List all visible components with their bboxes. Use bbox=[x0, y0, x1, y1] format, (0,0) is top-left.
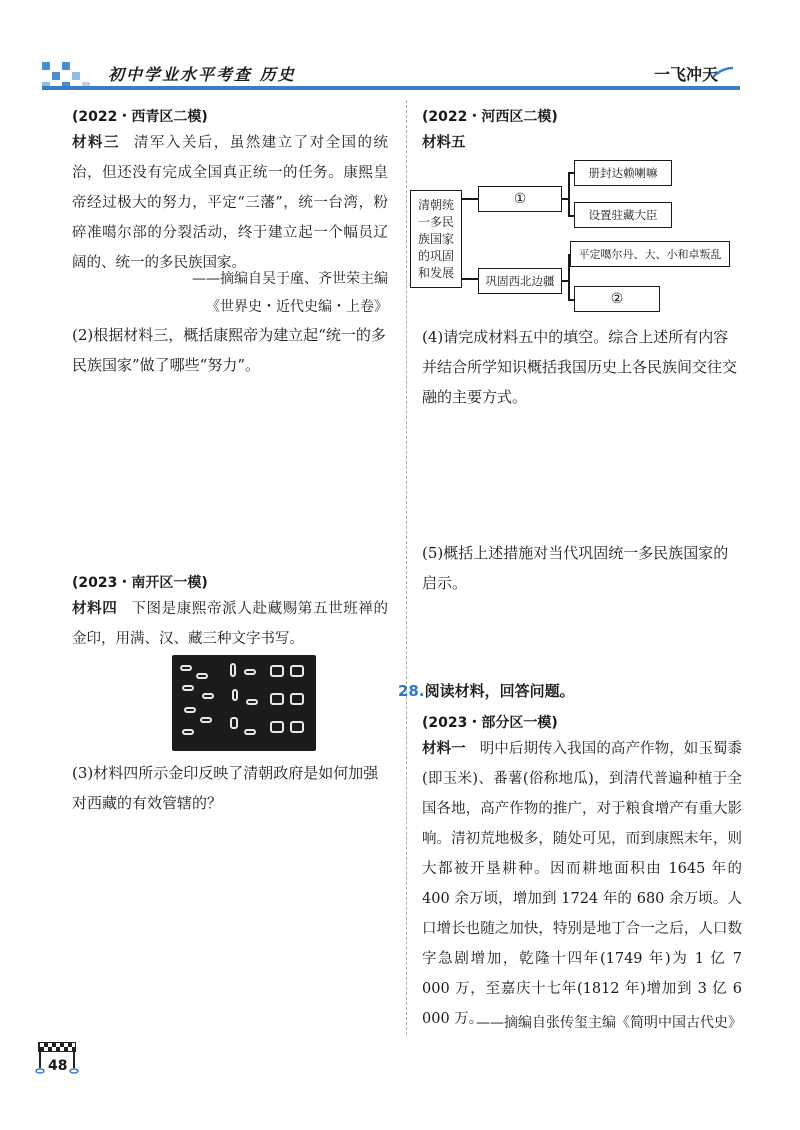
question-28-text: 阅读材料，回答问题。 bbox=[424, 682, 575, 700]
diagram-branch-northwest: 巩固西北边疆 bbox=[478, 268, 562, 294]
header-brand: 一飞冲天 bbox=[654, 65, 719, 84]
material-one bbox=[422, 734, 742, 1034]
diagram-main-box: 清朝统一多民族国家的巩固和发展 bbox=[410, 190, 462, 288]
column-divider bbox=[406, 100, 407, 1035]
header-bar bbox=[42, 86, 740, 90]
citation-book: 《世界史・近代史编・上卷》 bbox=[206, 299, 388, 315]
material-four bbox=[72, 594, 388, 654]
material-label: 材料四 bbox=[72, 601, 118, 617]
material-text: 下图是康熙帝派人赴藏赐第五世班禅的金印，用满、汉、藏三种文字书写。 bbox=[72, 601, 389, 647]
header-title: 初中学业水平考查 历史 bbox=[108, 65, 296, 84]
brand-swoosh-icon bbox=[712, 66, 734, 80]
source-label: (2022・河西区二模) bbox=[422, 109, 558, 125]
material-three bbox=[72, 128, 388, 278]
golden-seal-image bbox=[172, 655, 316, 751]
seal-tibetan-script bbox=[226, 663, 264, 743]
question-number: 28. bbox=[398, 682, 425, 700]
diagram-leaf-galdan: 平定噶尔丹、大、小和卓叛乱 bbox=[570, 241, 730, 267]
diagram-leaf-minister: 设置驻藏大臣 bbox=[574, 202, 672, 228]
material-label: 材料五 bbox=[422, 135, 466, 151]
diagram-blank-2: ② bbox=[574, 286, 660, 312]
diagram-leaf-dalai: 册封达赖喇嘛 bbox=[574, 160, 672, 186]
page-header bbox=[0, 0, 800, 100]
citation: ——摘编自张传玺主编《简明中国古代史》 bbox=[476, 1015, 742, 1031]
citation-author: ——摘编自吴于廑、齐世荣主编 bbox=[192, 271, 388, 287]
source-label: (2023・南开区一模) bbox=[72, 575, 208, 591]
source-label: (2023・部分区一模) bbox=[422, 715, 558, 731]
question-4: (4)请完成材料五中的填空。综合上述所有内容并结合所学知识概括我国历史上各民族间交往交融的主要方式。 bbox=[422, 328, 738, 406]
material-text: 清军入关后，虽然建立了对全国的统治，但还没有完成全国真正统一的任务。康熙皇帝经过极大的努力，平定“三藩”，统一台湾，粉碎准噶尔部的分裂活动，终于建立起一个幅员辽阔的、统一的多民族国家。 bbox=[72, 135, 389, 271]
seal-chinese-script bbox=[268, 663, 312, 743]
source-label: (2022・西青区二模) bbox=[72, 109, 208, 125]
material-text: 明中后期传入我国的高产作物，如玉蜀黍(即玉米)、番薯(俗称地瓜)，到清代普遍种植于全国各地，高产作物的推广，对于粮食增产有重大影响。清初荒地极多，随处可见，而到康熙末年，则大都被开垦耕种。因而耕地面积由 1645 年的 400 余万顷，增加到 1724 年的 680 余万顷。人口增长也随之加快，特别是地丁合一之后，人口数字急剧增加，乾隆十四年(1749 年)为 1 亿 7 000 万，至嘉庆十七年(1812 年)增加到 3 亿 6 000 万。 bbox=[422, 741, 743, 1027]
question-28-heading bbox=[398, 680, 575, 701]
question-2: (2)根据材料三，概括康熙帝为建立起“统一的多民族国家”做了哪些“努力”。 bbox=[72, 326, 386, 374]
seal-manchu-script bbox=[178, 663, 222, 743]
question-3: (3)材料四所示金印反映了清朝政府是如何加强对西藏的有效管辖的？ bbox=[72, 764, 379, 812]
material-label: 材料三 bbox=[72, 135, 120, 151]
material-five-diagram bbox=[410, 160, 740, 320]
page-number: 48 bbox=[48, 1058, 68, 1074]
material-five bbox=[422, 128, 742, 158]
diagram-blank-1: ① bbox=[478, 186, 562, 212]
question-5: (5)概括上述措施对当代巩固统一多民族国家的启示。 bbox=[422, 544, 729, 592]
material-label: 材料一 bbox=[422, 741, 466, 757]
